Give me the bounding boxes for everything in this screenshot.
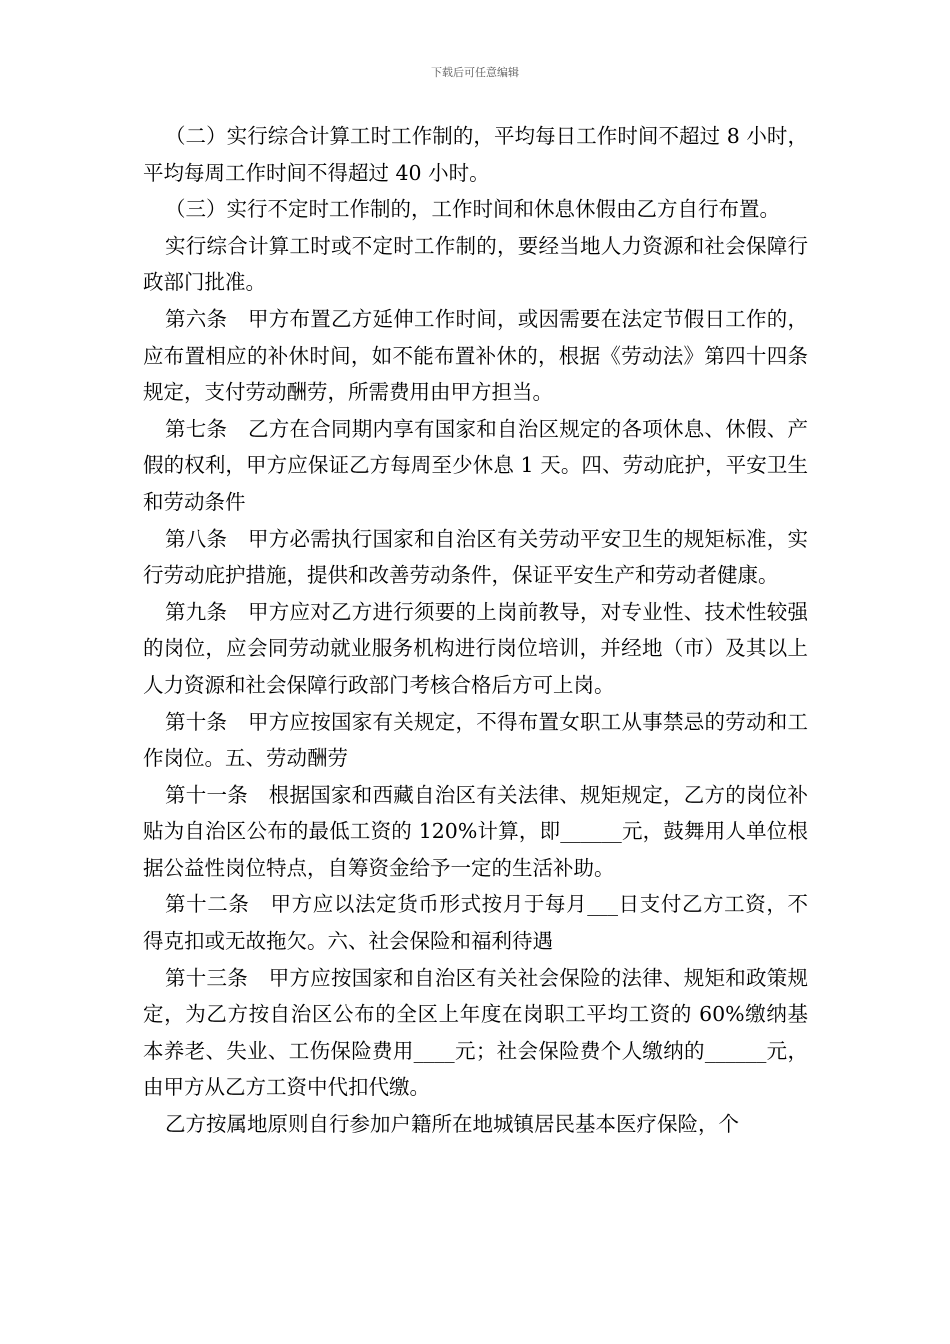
paragraph: 第六条 甲方布置乙方延伸工作时间，或因需要在法定节假日工作的，应布置相应的补休时间，如不能布置补休的，根据《劳动法》第四十四条规定，支付劳动酬劳，所需费用由甲方担当。 [143, 306, 808, 405]
page-header: 下载后可任意编辑 [431, 66, 519, 79]
paragraph: 乙方按属地原则自行参加户籍所在地城镇居民基本医疗保险，个 [165, 1112, 739, 1137]
paragraph: 第十三条 甲方应按国家和自治区有关社会保险的法律、规矩和政策规定，为乙方按自治区公布的全区上年度在岗职工平均工资的 60%缴纳基本养老、失业、工伤保险费用____元；社会保险费个人缴纳的______元，由甲方从乙方工资中代扣代缴。 [143, 965, 808, 1100]
document-body [143, 118, 808, 1143]
paragraph: （三）实行不定时工作制的，工作时间和休息休假由乙方自行布置。 [165, 197, 780, 222]
paragraph: 实行综合计算工时或不定时工作制的，要经当地人力资源和社会保障行政部门批准。 [143, 233, 808, 295]
paragraph: （二）实行综合计算工时工作制的，平均每日工作时间不超过 8 小时，平均每周工作时间不得超过 40 小时。 [143, 124, 808, 185]
paragraph: 第十二条 甲方应以法定货币形式按月于每月___日支付乙方工资，不得克扣或无故拖欠。六、社会保险和福利待遇 [143, 892, 808, 954]
paragraph: 第七条 乙方在合同期内享有国家和自治区规定的各项休息、休假、产假的权利，甲方应保证乙方每周至少休息 1 天。四、劳动庇护，平安卫生和劳动条件 [143, 416, 808, 514]
paragraph: 第九条 甲方应对乙方进行须要的上岗前教导，对专业性、技术性较强的岗位，应会同劳动就业服务机构进行岗位培训，并经地（市）及其以上人力资源和社会保障行政部门考核合格后方可上岗。 [143, 599, 808, 697]
paragraph: 第十一条 根据国家和西藏自治区有关法律、规矩规定，乙方的岗位补贴为自治区公布的最低工资的 120%计算，即______元，鼓舞用人单位根据公益性岗位特点，自筹资金给予一定的生活补助。 [143, 782, 808, 880]
paragraph: 第八条 甲方必需执行国家和自治区有关劳动平安卫生的规矩标准，实行劳动庇护措施，提供和改善劳动条件，保证平安生产和劳动者健康。 [143, 526, 808, 588]
paragraph: 第十条 甲方应按国家有关规定，不得布置女职工从事禁忌的劳动和工作岗位。五、劳动酬劳 [143, 709, 808, 771]
